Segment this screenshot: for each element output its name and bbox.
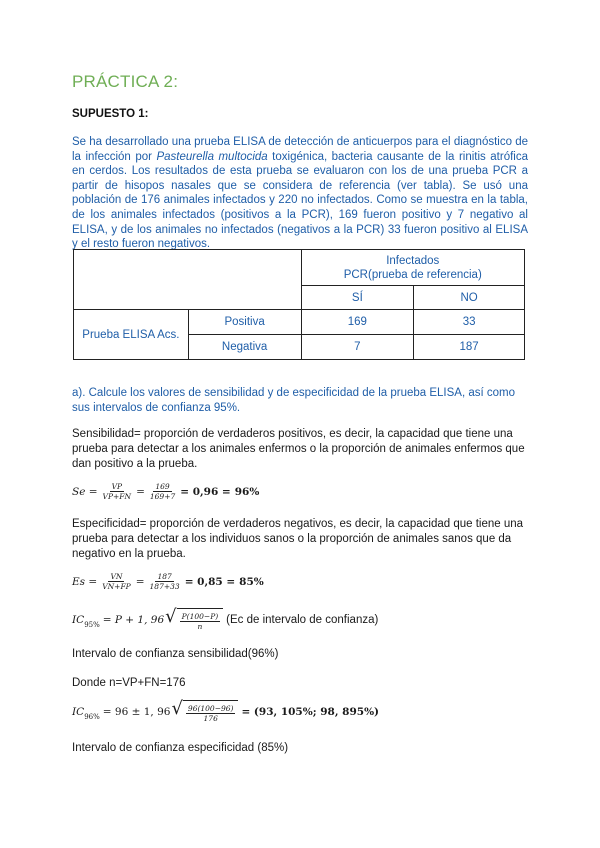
ic-rad-num: P(100−P) [181,612,219,621]
es-f1-den: VN+FP [102,582,131,591]
sensitivity-formula [72,482,259,501]
table-header-infectados [301,250,525,286]
ic96-mid: = 96 ± 1, 96 [102,705,171,718]
intro-text-2: toxigénica, bacteria causante de la rinitis atrófica en cerdos. Los resultados de esta prueba se evaluaron con los de una prueba PCR a partir de hisopos nasales que se considera de referencia (ver tabla). Se usó una población de 176 animales infectados y 220 no infectados. Como se muestra en la tabla, de los animales infectados (positivos a la PCR), 169 fueron positivo y 7 negativo al ELISA, y de los animales no infectados (negativos a la PCR) 33 fueron positivo al ELISA y el resto fueron negativos. [72,150,528,251]
se-f2-num: 169 [155,482,170,491]
se-f1-den: VP+FN [102,492,132,501]
ic-formula [72,608,378,631]
cell-neg-no: 187 [414,335,525,360]
ic-lhs: IC [72,613,85,626]
ic-sub: 95% [84,620,100,629]
ic-mid: = P + 1, 96 [102,613,165,626]
ic96-lhs: IC [72,705,85,718]
cell-pos-si: 169 [301,310,414,335]
section-subtitle: SUPUESTO 1: [72,108,149,120]
header-line1: Infectados [386,254,440,267]
intro-paragraph [72,135,528,252]
es-rest: = 0,85 = [184,575,236,588]
col-header-si: SÍ [301,286,414,310]
se-result: 96% [234,485,260,498]
intro-text-1: Se ha desarrollado una prueba ELISA de detección de anticuerpos para el diagnóstico de la infección por [72,136,528,163]
ic-note: (Ec de intervalo de confianza) [226,613,379,626]
ic96-sub: 96% [84,712,100,721]
es-fraction-1 [100,572,133,591]
species-name: Pasteurella multocida [156,150,268,163]
se-fraction-2 [148,482,177,501]
se-fraction-1 [101,482,134,501]
es-f2-den: 187+33 [149,582,180,591]
ic96-rad-den: 176 [203,714,218,723]
cell-neg-si: 7 [301,335,414,360]
es-f2-num: 187 [157,572,172,581]
se-lhs: Se = [72,485,98,498]
specificity-formula [72,572,264,591]
ic96-result: = (93, 105%; 98, 895%) [241,705,380,718]
es-fraction-2 [148,572,182,591]
ic-rad-den: n [197,622,203,631]
contingency-table [73,249,525,360]
es-f1-num: VN [110,572,123,581]
sensitivity-definition: Sensibilidad= proporción de verdaderos positivos, es decir, la capacidad que tiene una prueba para detectar a los animales enfermos o la proporción de animales enfermos que dan positivo a la prueba. [72,428,525,470]
ic-specificity-title: Intervalo de confianza especificidad (85%) [72,742,289,754]
ic96-sqrt [171,700,238,723]
table-empty-corner [74,250,302,310]
question-a: a). Calcule los valores de sensibilidad y de especificidad de la prueba ELISA, así como sus intervalos de confianza 95%. [72,387,515,414]
col-header-no: NO [414,286,525,310]
row-label-positiva: Positiva [188,310,301,335]
row-label-negativa: Negativa [188,335,301,360]
ic96-formula [72,700,379,723]
donde-line: Donde n=VP+FN=176 [72,677,186,689]
page-title: PRÁCTICA 2: [72,72,179,91]
se-f1-num: VP [111,482,123,491]
ic96-rad-num: 96(100−96) [187,704,234,713]
ic-sqrt [165,608,223,631]
cell-pos-no: 33 [414,310,525,335]
specificity-definition: Especificidad= proporción de verdaderos negativos, es decir, la capacidad que tiene una prueba para detectar a los individuos sanos o la proporción de animales sanos que da negativo en la prueba. [72,518,524,560]
ic-sensitivity-title: Intervalo de confianza sensibilidad(96%) [72,648,279,660]
es-lhs: Es = [72,575,98,588]
se-f2-den: 169+7 [149,492,176,501]
es-result: 85% [239,575,264,588]
ic96-rad-fraction [186,704,236,723]
se-equals: = [136,485,145,498]
ic-rad-fraction [180,612,221,631]
row-header-elisa: Prueba ELISA Acs. [74,310,189,360]
es-equals: = [135,575,145,588]
header-line2: PCR(prueba de referencia) [343,268,482,281]
se-rest: = 0,96 = [180,485,231,498]
sqrt-symbol-2: √ [171,698,183,719]
sqrt-symbol: √ [165,606,177,627]
